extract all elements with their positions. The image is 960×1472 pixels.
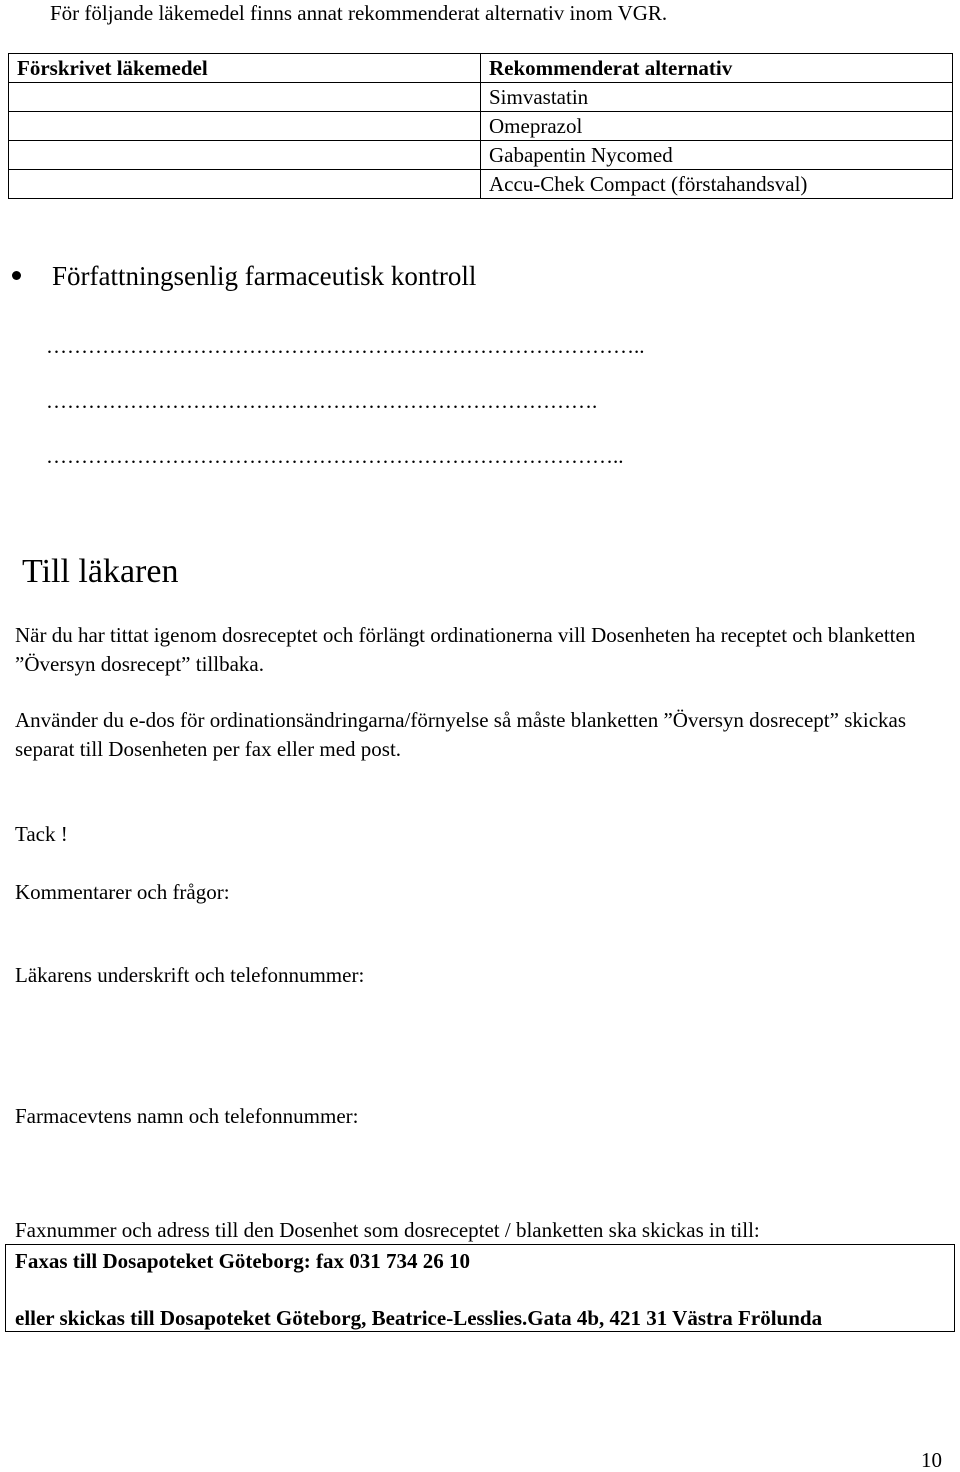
dotted-fill-line: ……………………………………………………………………….. xyxy=(46,444,624,468)
fax-number-text: Faxas till Dosapoteket Göteborg: fax 031 734 26 10 xyxy=(15,1249,470,1273)
comments-label: Kommentarer och frågor: xyxy=(15,880,230,904)
paragraph: Använder du e-dos för ordinationsändringarna/förnyelse så måste blanketten ”Översyn dosrecept” skickas separat till Dosenheten per fax eller med post. xyxy=(15,708,907,761)
recommended-alternative-cell: Omeprazol xyxy=(481,112,953,141)
prescribed-drug-cell xyxy=(9,170,481,199)
table-row xyxy=(9,170,953,199)
drug-alternatives-table xyxy=(8,53,953,199)
table-row xyxy=(9,112,953,141)
prescribed-drug-cell xyxy=(9,141,481,170)
dotted-fill-line: ………………………………………………………………………….. xyxy=(46,334,645,358)
dotted-fill-line: ……………………………………………………………………. xyxy=(46,389,598,413)
paragraph: När du har tittat igenom dosreceptet och förlängt ordinationerna vill Dosenheten ha receptet och blanketten ”Översyn dosrecept” tillbaka. xyxy=(15,623,916,676)
recommended-alternative-cell: Gabapentin Nycomed xyxy=(481,141,953,170)
recommended-alternative-cell: Accu-Chek Compact (förstahandsval) xyxy=(481,170,953,199)
fax-address-label: Faxnummer och adress till den Dosenhet som dosreceptet / blanketten ska skickas in till: xyxy=(15,1218,760,1242)
bullet-icon xyxy=(12,271,21,280)
postal-address-text: eller skickas till Dosapoteket Göteborg, Beatrice-Lesslies.Gata 4b, 421 31 Västra Frölunda xyxy=(15,1306,823,1330)
prescribed-drug-cell xyxy=(9,112,481,141)
header-recommended-alternative: Rekommenderat alternativ xyxy=(481,54,953,83)
table-row xyxy=(9,141,953,170)
prescribed-drug-cell xyxy=(9,83,481,112)
thanks-text: Tack ! xyxy=(15,822,68,846)
table-header-row xyxy=(9,54,953,83)
bullet-heading: Författningsenlig farmaceutisk kontroll xyxy=(52,261,477,291)
section-title: Till läkaren xyxy=(22,553,179,590)
table-row xyxy=(9,83,953,112)
pharmacist-label: Farmacevtens namn och telefonnummer: xyxy=(15,1104,359,1128)
recommended-alternative-cell: Simvastatin xyxy=(481,83,953,112)
intro-text: För följande läkemedel finns annat rekommenderat alternativ inom VGR. xyxy=(50,1,668,25)
header-prescribed-drug: Förskrivet läkemedel xyxy=(9,54,481,83)
doctor-signature-label: Läkarens underskrift och telefonnummer: xyxy=(15,963,365,987)
page-number: 10 xyxy=(921,1448,942,1472)
